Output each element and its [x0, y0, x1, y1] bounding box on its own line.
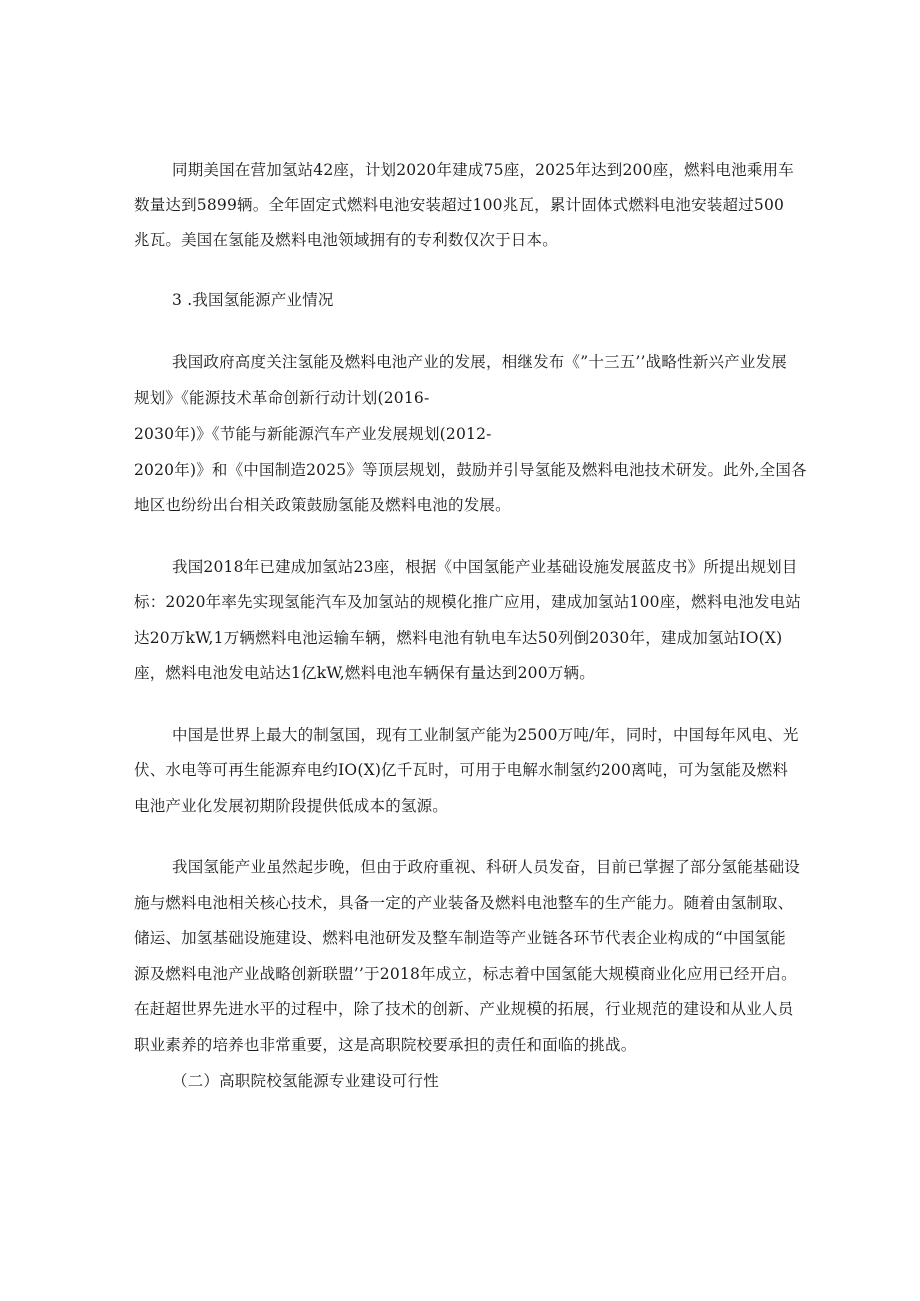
text-line: 兆瓦。美国在氢能及燃料电池领域拥有的专利数仅次于日本。 — [134, 231, 558, 249]
text-line: 2020年)》和《中国制造2025》等顶层规划，鼓励并引导氢能及燃料电池技术研发。此外,全国各 — [134, 461, 807, 479]
text-line: 2030年)》《节能与新能源汽车产业发展规划(2012- — [134, 425, 492, 443]
text-line: 源及燃料电池产业战略创新联盟’’于2018年成立，标志着中国氢能大规模商业化应用已经开启。 — [134, 965, 797, 983]
text-line: 储运、加氢基础设施建设、燃料电池研发及整车制造等产业链各环节代表企业构成的“中国氢能 — [134, 929, 786, 947]
text-line: 职业素养的培养也非常重要，这是高职院校要承担的责任和面临的挑战。 — [134, 1036, 637, 1054]
text-line: 我国2018年已建成加氢站23座，根据《中国氢能产业基础设施发展蓝皮书》所提出规划目 — [172, 558, 798, 576]
section-heading: 3 .我国氢能源产业情况 — [172, 291, 334, 309]
text-line: 施与燃料电池相关核心技术，具备一定的产业装备及燃料电池整车的生产能力。随着由氢制取、 — [134, 894, 794, 912]
text-line: 达20万kW,1万辆燃料电池运输车辆，燃料电池有轨电车达50列倒2030年，建成加氢站IO(X) — [134, 629, 783, 647]
text-line: 电池产业化发展初期阶段提供低成本的氢源。 — [134, 797, 449, 815]
text-line: 标：2020年率先实现氢能汽车及加氢站的规模化推广应用，建成加氢站100座，燃料电池发电站 — [134, 593, 802, 611]
text-line: 座，燃料电池发电站达1亿kW,燃料电池车辆保有量达到200万辆。 — [134, 664, 595, 682]
text-line: 我国氢能产业虽然起步晚，但由于政府重视、科研人员发奋，目前已掌握了部分氢能基础设 — [172, 858, 801, 876]
text-line: 中国是世界上最大的制氢国，现有工业制氢产能为2500万吨/年，同时，中国每年风电、光 — [172, 726, 799, 744]
text-line: 同期美国在营加氢站42座，计划2020年建成75座，2025年达到200座，燃料电池乘用车 — [172, 161, 794, 179]
text-line: 我国政府高度关注氢能及燃料电池产业的发展，相继发布《”十三五’’战略性新兴产业发展 — [172, 353, 787, 371]
text-line: 在赶超世界先进水平的过程中，除了技术的创新、产业规模的拓展，行业规范的建设和从业人员 — [134, 1000, 794, 1018]
text-line: 地区也纷纷出台相关政策鼓励氢能及燃料电池的发展。 — [134, 496, 511, 514]
text-line: 数量达到5899辆。全年固定式燃料电池安装超过100兆瓦，累计固体式燃料电池安装超过500 — [134, 196, 785, 214]
subsection-heading: （二）高职院校氢能源专业建设可行性 — [172, 1072, 439, 1090]
text-line: 伏、水电等可再生能源弃电约IO(X)亿千瓦时，可用于电解水制氢约200离吨，可为氢能及燃料 — [134, 761, 789, 779]
text-line: 规划》《能源技术革命创新行动计划(2016- — [134, 389, 430, 407]
